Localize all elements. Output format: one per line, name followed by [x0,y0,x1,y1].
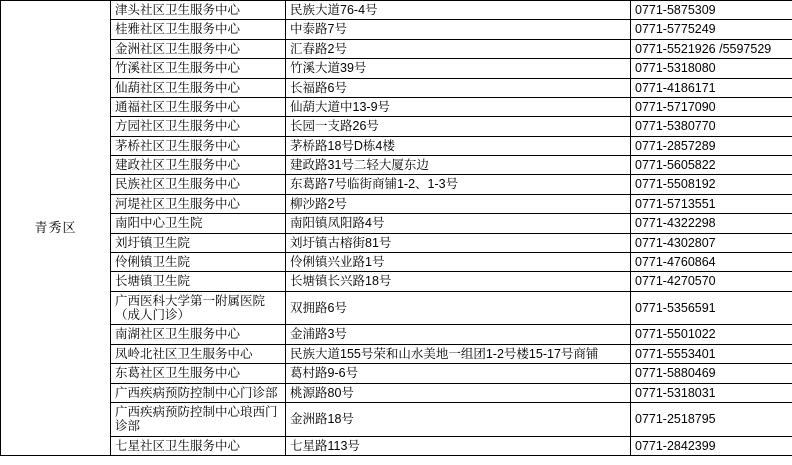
clinic-address: 柳沙路2号 [286,194,631,213]
clinic-phone: 0771-5553401 [631,344,792,363]
table-row [1,233,792,252]
clinic-phone: 0771-5880469 [631,364,792,383]
clinic-name: 竹溪社区卫生服务中心 [111,59,286,78]
clinic-phone: 0771-4322298 [631,214,792,233]
clinic-address: 七星路113号 [286,436,631,455]
clinic-phone: 0771-5501022 [631,325,792,344]
clinic-address: 南阳镇凤阳路4号 [286,214,631,233]
table-row [1,20,792,39]
clinic-phone: 0771-5356591 [631,291,792,325]
clinic-phone: 0771-5318080 [631,59,792,78]
table-row [1,175,792,194]
clinic-phone: 0771-2857289 [631,136,792,155]
table-row [1,383,792,402]
clinic-address: 竹溪大道39号 [286,59,631,78]
clinic-name: 南湖社区卫生服务中心 [111,325,286,344]
clinic-name: 伶俐镇卫生院 [111,252,286,271]
clinic-address: 仙葫大道中13-9号 [286,97,631,116]
table-row [1,78,792,97]
table-row [1,1,792,20]
clinic-name: 建政社区卫生服务中心 [111,156,286,175]
table-row [1,156,792,175]
clinic-name: 南阳中心卫生院 [111,214,286,233]
clinic-address: 长园一支路26号 [286,117,631,136]
clinic-address: 葛村路9-6号 [286,364,631,383]
clinic-address: 刘圩镇古榕街81号 [286,233,631,252]
clinic-address: 茅桥路18号D栋4楼 [286,136,631,155]
table-row [1,59,792,78]
region-label: 青秀区 [1,1,111,456]
clinic-address: 金浦路3号 [286,325,631,344]
clinic-name: 长塘镇卫生院 [111,272,286,291]
table-body [1,1,792,456]
clinic-phone: 0771-5605822 [631,156,792,175]
table-row [1,291,792,325]
clinic-name: 广西疾病预防控制中心琅西门诊部 [111,402,286,436]
clinic-address: 双拥路6号 [286,291,631,325]
clinic-phone: 0771-4302807 [631,233,792,252]
clinic-name: 七星社区卫生服务中心 [111,436,286,455]
clinic-address: 汇春路2号 [286,39,631,58]
clinic-name: 桂雅社区卫生服务中心 [111,20,286,39]
clinic-phone: 0771-5380770 [631,117,792,136]
table-row [1,117,792,136]
clinic-address: 建政路31号二轻大厦东边 [286,156,631,175]
table-row [1,214,792,233]
clinic-phone: 0771-4186171 [631,78,792,97]
clinic-name: 广西医科大学第一附属医院（成人门诊） [111,291,286,325]
table-row [1,39,792,58]
table-row [1,402,792,436]
clinic-name: 方园社区卫生服务中心 [111,117,286,136]
clinic-address: 桃源路80号 [286,383,631,402]
table-row [1,436,792,455]
clinic-name: 东葛社区卫生服务中心 [111,364,286,383]
clinic-name: 通福社区卫生服务中心 [111,97,286,116]
clinic-address: 东葛路7号临街商铺1-2、1-3号 [286,175,631,194]
clinic-phone: 0771-5521926 /5597529 [631,39,792,58]
clinic-name: 凤岭北社区卫生服务中心 [111,344,286,363]
clinic-address: 中泰路7号 [286,20,631,39]
clinic-phone: 0771-5875309 [631,1,792,20]
clinic-name: 民族社区卫生服务中心 [111,175,286,194]
clinic-address: 伶俐镇兴业路1号 [286,252,631,271]
table-row [1,194,792,213]
clinic-address: 金洲路18号 [286,402,631,436]
table-row [1,252,792,271]
table-row [1,136,792,155]
clinic-phone: 0771-2842399 [631,436,792,455]
clinic-phone: 0771-5775249 [631,20,792,39]
clinic-phone: 0771-5717090 [631,97,792,116]
clinic-address: 长福路6号 [286,78,631,97]
table-row [1,325,792,344]
table-row [1,272,792,291]
table-row [1,364,792,383]
clinic-phone: 0771-4760864 [631,252,792,271]
clinic-name: 金洲社区卫生服务中心 [111,39,286,58]
clinic-name: 河堤社区卫生服务中心 [111,194,286,213]
clinic-phone: 0771-2518795 [631,402,792,436]
clinic-name: 仙葫社区卫生服务中心 [111,78,286,97]
clinic-address: 长塘镇长兴路18号 [286,272,631,291]
clinic-name: 刘圩镇卫生院 [111,233,286,252]
clinic-address: 民族大道155号荣和山水美地一组团1-2号楼15-17号商铺 [286,344,631,363]
clinic-phone: 0771-5508192 [631,175,792,194]
clinic-phone: 0771-4270570 [631,272,792,291]
clinic-phone: 0771-5713551 [631,194,792,213]
table-row [1,344,792,363]
table-row [1,97,792,116]
clinic-address: 民族大道76-4号 [286,1,631,20]
clinic-phone: 0771-5318031 [631,383,792,402]
clinic-name: 茅桥社区卫生服务中心 [111,136,286,155]
clinic-name: 津头社区卫生服务中心 [111,1,286,20]
clinic-name: 广西疾病预防控制中心门诊部 [111,383,286,402]
